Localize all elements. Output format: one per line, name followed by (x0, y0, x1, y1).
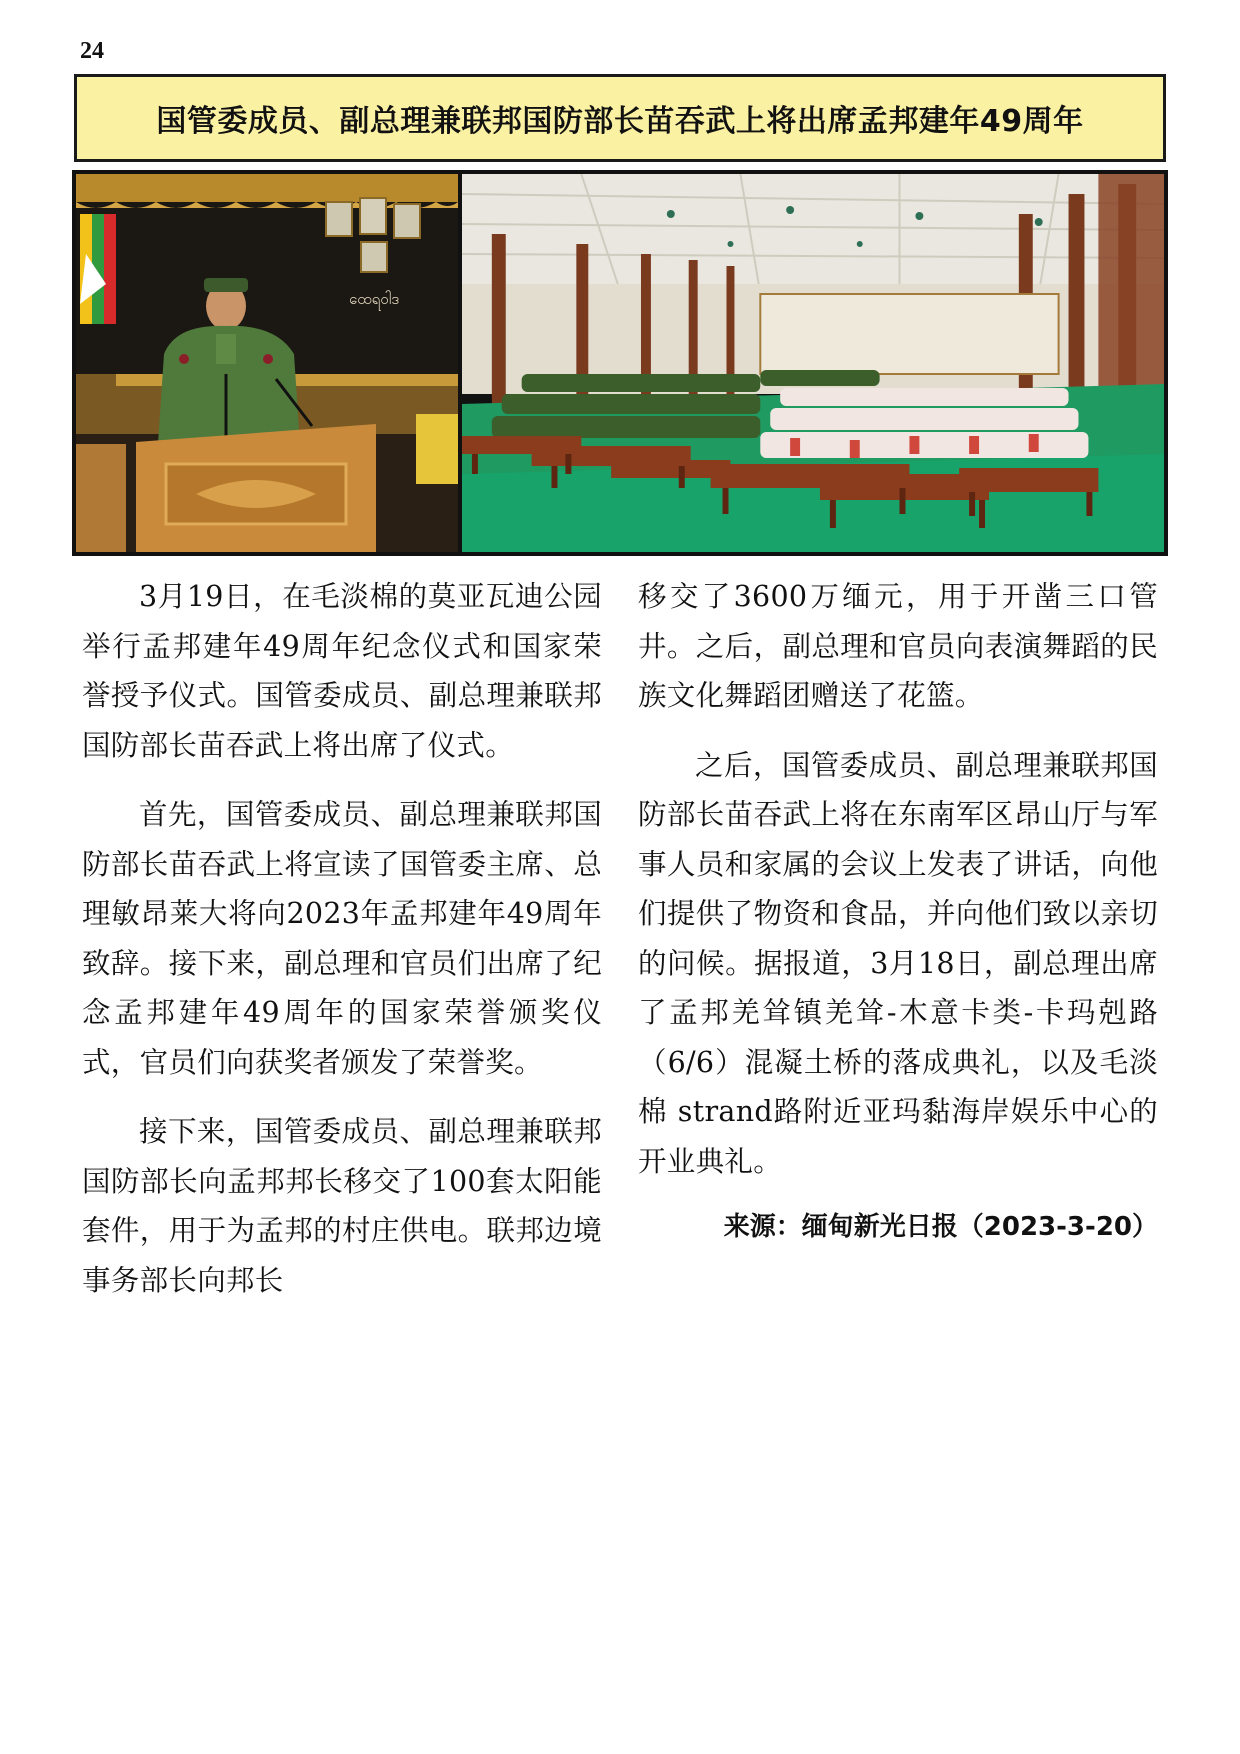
article-columns (82, 572, 1158, 1325)
article-paragraph: 之后，国管委成员、副总理兼联邦国防部长苗吞武上将在东南军区昂山厅与军事人员和家属的会议上发表了讲话，向他们提供了物资和食品，并向他们致以亲切的问候。据报道，3月18日，副总理出席了孟邦羌耸镇羌耸-木意卡类-卡玛剋路（6/6）混凝土桥的落成典礼，以及毛淡棉 strand路附近亚玛黏海岸娱乐中心的开业典礼。 (638, 748, 1158, 1178)
article-source: 来源：缅甸新光日报（2023-3-20） (723, 1212, 1158, 1242)
page-number: 24 (80, 38, 104, 64)
photo-strip (72, 170, 1168, 556)
photo-speaker-image (76, 174, 458, 552)
article-paragraph: 3月19日，在毛淡棉的莫亚瓦迪公园举行孟邦建年49周年纪念仪式和国家荣誉授予仪式。国管委成员、副总理兼联邦国防部长苗吞武上将出席了仪式。 (82, 580, 602, 762)
photo-audience-image (462, 174, 1164, 552)
article-paragraph-continued: 移交了3600万缅元，用于开凿三口管井。之后，副总理和官员向表演舞蹈的民族文化舞蹈团赠送了花篮。 (638, 580, 1158, 712)
photo-audience-hall (462, 174, 1164, 552)
article-left-column (82, 572, 602, 1325)
banner-text: ထေရဝါဒ (348, 290, 400, 308)
article-paragraph: 接下来，国管委成员、副总理兼联邦国防部长向孟邦邦长移交了100套太阳能套件，用于为孟邦的村庄供电。联邦边境事务部长向邦长 (82, 1115, 602, 1297)
photo-speaker (76, 174, 458, 552)
headline-box (74, 74, 1166, 162)
article-right-column (638, 572, 1158, 1325)
headline: 国管委成员、副总理兼联邦国防部长苗吞武上将出席孟邦建年49周年 (156, 104, 1084, 139)
article-paragraph: 首先，国管委成员、副总理兼联邦国防部长苗吞武上将宣读了国管委主席、总理敏昂莱大将向2023年孟邦建年49周年致辞。接下来，副总理和官员们出席了纪念孟邦建年49周年的国家荣誉颁奖仪式，官员们向获奖者颁发了荣誉奖。 (82, 798, 602, 1079)
